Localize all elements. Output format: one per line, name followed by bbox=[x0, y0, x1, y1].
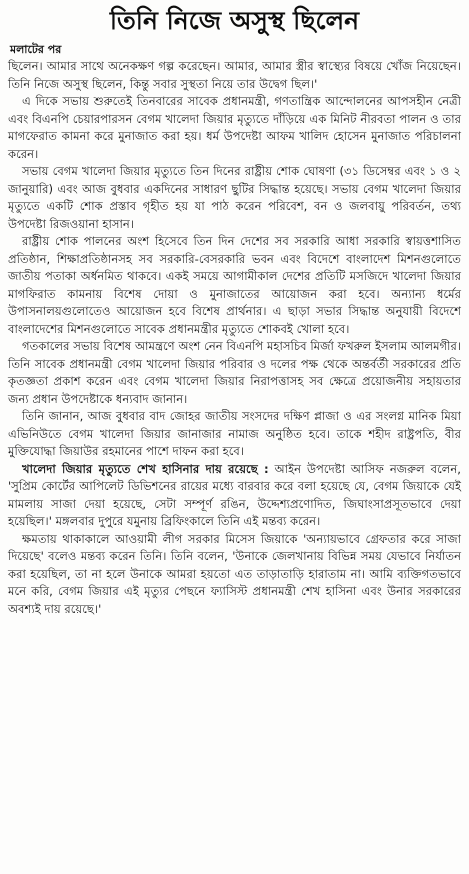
section-paragraph bbox=[8, 461, 461, 531]
section-lead-text: আইন উপদেষ্টা আসিফ নজরুল বলেন, 'সুপ্রিম কোর্টের আপিলেট ডিভিশনের রায়ের মধ্যে বারবার করে বলা হয়েছে যে, বেগম জিয়াকে যেই মামলায় সাজা দেয়া হয়েছে, সেটা সম্পূর্ণ রঙিন, উদ্দেশ্যপ্রণোদিত, জিঘাংসাপ্রসূতভাবে দেয়া হয়েছিল।' মঙ্গলবার দুপুরে যমুনায় ব্রিফিংকালে তিনি এই মন্তব্য করেন। bbox=[8, 461, 461, 528]
paragraph-3: সভায় বেগম খালেদা জিয়ার মৃত্যুতে তিন দিনের রাষ্ট্রীয় শোক ঘোষণা (৩১ ডিসেম্বর এবং ১ ও ২ জানুয়ারি) এবং আজ বুধবার একদিনের সাধারণ ছুটির সিদ্ধান্ত হয়েছে। সভায় বেগম খালেদা জিয়ার মৃত্যুতে একটি শোক প্রস্তাব গৃহীত হয় যা পাঠ করেন পরিবেশ, বন ও জলবায়ু পরিবর্তন, তথ্য উপদেষ্টা রিজওয়ানা হাসান। bbox=[8, 164, 461, 231]
paragraph-4: রাষ্ট্রীয় শোক পালনের অংশ হিসেবে তিন দিন দেশের সব সরকারি আধা সরকারি স্বায়ত্তশাসিত প্রতিষ্ঠান, শিক্ষাপ্রতিষ্ঠানসহ সব সরকারি-বেসরকারি ভবন এবং বিদেশে বাংলাদেশ মিশনগুলোতে জাতীয় পতাকা অর্ধনমিত থাকবে। একই সময়ে আগামীকাল দেশের প্রতিটি মসজিদে খালেদা জিয়ার মাগফিরাত কামনায় বিশেষ দোয়া ও মুনাজাতের আয়োজন করা হবে। অন্যান্য ধর্মের উপাসনালয়গুলোতেও আয়োজন হবে বিশেষ প্রার্থনার। এ ছাড়া সভার সিদ্ধান্ত অনুযায়ী বিদেশে বাংলাদেশের মিশনগুলোতে সাবেক প্রধানমন্ত্রীর মৃত্যুতে শোকবই খোলা হবে। bbox=[8, 234, 461, 336]
continuation-kicker: মলাটের পর bbox=[10, 43, 62, 56]
headline: তিনি নিজে অসুস্থ ছিলেন bbox=[109, 6, 360, 35]
paragraph-1: ছিলেন। আমার সাথে অনেকক্ষণ গল্প করেছেন। আমার, আমার স্ত্রীর স্বাস্থ্যের বিষয়ে খোঁজ নিয়েছেন। তিনি নিজে অসুস্থ ছিলেন, কিন্তু সবার সুস্থতা নিয়ে তার উদ্বেগ ছিল।' bbox=[8, 59, 461, 91]
paragraph-last: ক্ষমতায় থাকাকালে আওয়ামী লীগ সরকার মিসেস জিয়াকে 'অন্যায়ভাবে গ্রেফতার করে সাজা দিয়েছে' বলেও মন্তব্য করেন তিনি। তিনি বলেন, 'উনাকে জেলখানায় বিভিন্ন সময় যেভাবে নির্যাতন করা হয়েছিল, তা না হলে উনাকে আমরা হয়তো এত তাড়াতাড়ি হারাতাম না। আমি ব্যক্তিগতভাবে মনে করি, বেগম জিয়ার এই মৃত্যুর পেছনে ফ্যাসিস্ট প্রধানমন্ত্রী শেখ হাসিনা এবং উনার সরকারের অবশ্যই দায় রয়েছে।' bbox=[8, 531, 461, 616]
paragraph-2: এ দিকে সভায় শুরুতেই তিনবারের সাবেক প্রধানমন্ত্রী, গণতান্ত্রিক আন্দোলনের আপসহীন নেত্রী এবং বিএনপি চেয়ারপারসন বেগম খালেদা জিয়ার মৃত্যুতে দাঁড়িয়ে এক মিনিট নীরবতা পালন ও তার মাগফেরাত কামনা করে মুনাজাত করা হয়। ধর্ম উপদেষ্টা আফম খালিদ হোসেন মুনাজাত পরিচালনা করেন। bbox=[8, 94, 461, 161]
paragraph-6: তিনি জানান, আজ বুধবার বাদ জোহর জাতীয় সংসদের দক্ষিণ প্লাজা ও এর সংলগ্ন মানিক মিয়া এভিনিউতে বেগম খালেদা জিয়ার জানাজার নামাজ অনুষ্ঠিত হবে। তাকে শহীদ রাষ্ট্রপতি, বীর মুক্তিযোদ্ধা জিয়াউর রহমানের পাশে দাফন করা হবে। bbox=[8, 409, 461, 458]
section-subhead: খালেদা জিয়ার মৃত্যুতে শেখ হাসিনার দায় রয়েছে : bbox=[22, 461, 269, 476]
paragraph-5: গতকালের সভায় বিশেষ আমন্ত্রণে অংশ নেন বিএনপি মহাসচিব মির্জা ফখরুল ইসলাম আলমগীর। তিনি সাবেক প্রধানমন্ত্রী বেগম খালেদা জিয়ার পরিবার ও দলের পক্ষ থেকে অন্তর্বর্তী সরকারের প্রতি কৃতজ্ঞতা প্রকাশ করেন এবং বেগম খালেদা জিয়ার নিরাপত্তাসহ সব ক্ষেত্রে প্রয়োজনীয় সহায়তার জন্য প্রধান উপদেষ্টাকে ধন্যবাদ জানান। bbox=[8, 339, 461, 406]
